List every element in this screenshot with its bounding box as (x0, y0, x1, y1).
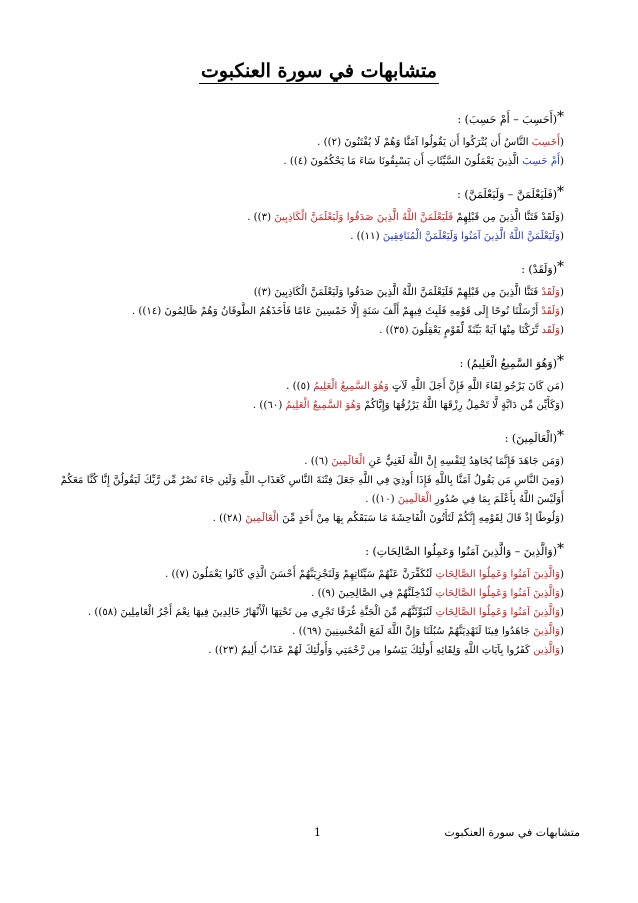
verse-text: (٣)) . (247, 212, 275, 223)
verse-text: تَّرَكْنَا مِنْهَا آيَةً بَيِّنَةً لِّقَوْمٍ يَعْقِلُونَ (٣٥)) . (379, 325, 542, 336)
verse-text: لَنُكَفِّرَنَّ عَنْهُمْ سَيِّئَاتِهِمْ وَلَنَجْزِيَنَّهُمْ أَحْسَنَ الَّذِي كَانُوا يَعْمَلُونَ (٧)) . (165, 569, 436, 580)
section-heading-text: (وَهُوَ السَّمِيعُ الْعَلِيمُ) : (459, 357, 557, 370)
verse-line (46, 641, 564, 660)
section-heading-text: (فَلَيَعْلَمَنَّ – وَلَيَعْلَمَنَّ) : (457, 188, 557, 201)
verse-text: (وَلَقَدْ فَتَنَّا الَّذِينَ مِن قَبْلِهِمْ (453, 212, 564, 223)
page-title (0, 60, 638, 82)
verse-line (46, 622, 564, 641)
verse-line (46, 396, 564, 415)
asterisk-icon: * (557, 353, 564, 369)
verse-text: ( (560, 156, 564, 167)
verse-text: ( (560, 626, 564, 637)
asterisk-icon: * (557, 259, 564, 275)
verse-line (46, 603, 564, 622)
section (46, 428, 564, 528)
highlighted-phrase: وَالَّذِينَ آمَنُوا وَعَمِلُوا الصَّالِحَاتِ (435, 569, 561, 580)
asterisk-icon: * (557, 109, 564, 125)
verse-text: الَّذِينَ يَعْمَلُونَ السَّيِّئَاتِ أَن يَسْبِقُونَا سَاءَ مَا يَحْكُمُونَ (٤)) . (283, 156, 523, 167)
page-title-text: متشابهات في سورة العنكبوت (201, 60, 437, 82)
highlighted-phrase: الْعَالَمِينَ (397, 494, 432, 505)
verse-line (46, 283, 564, 302)
verse-line (46, 565, 564, 584)
section (46, 259, 564, 340)
highlighted-phrase: وَالَّذِينَ آمَنُوا وَعَمِلُوا الصَّالِحَاتِ (435, 588, 561, 599)
verse-line (46, 509, 564, 528)
verse-line (46, 208, 564, 227)
verse-text: ( (560, 137, 564, 148)
highlighted-phrase: وَلَقَدْ (541, 306, 561, 317)
highlighted-phrase: أَحَسِبَ (531, 137, 561, 148)
verse-text: (٦٠)) . (252, 400, 286, 411)
verse-text: ( (560, 325, 564, 336)
section-heading-text: (الْعَالَمِينَ) : (504, 432, 557, 445)
highlighted-phrase: وَلَقَد (541, 325, 561, 336)
asterisk-icon: * (557, 428, 564, 444)
verse-text: (٥)) . (286, 381, 314, 392)
highlighted-phrase: الْعَالَمِينَ (331, 456, 366, 467)
verse-text: (١١)) . (350, 231, 383, 242)
verse-line (46, 377, 564, 396)
verse-text: أَوَلَيْسَ اللَّهُ بِأَعْلَمَ بِمَا فِي صُدُورِ (431, 494, 564, 505)
asterisk-icon: * (557, 541, 564, 557)
section-heading (46, 184, 564, 202)
verse-text: لَنُبَوِّئَنَّهُم مِّنَ الْجَنَّةِ غُرَفًا تَجْرِي مِن تَحْتِهَا الْأَنْهَارُ خَالِدِينَ فِيهَا نِعْمَ أَجْرُ الْعَامِلِينَ (٥٨)) . (87, 607, 436, 618)
section-heading (46, 541, 564, 559)
verse-text: ( (560, 645, 564, 656)
highlighted-phrase: وَالَّذِينَ (533, 626, 561, 637)
page-number: 1 (314, 826, 321, 839)
verse-sections (46, 109, 564, 676)
verse-text: (وَمِنَ النَّاسِ مَن يَقُولُ آمَنَّا بِاللَّهِ فَإِذَا أُوذِيَ فِي اللَّهِ جَعَلَ فِتْنَةَ النَّاسِ كَعَذَابِ اللَّهِ وَلَئِن جَاءَ نَصْرٌ مِّن رَّبِّكَ لَيَقُولُنَّ إِنَّا كُنَّا مَعَكُمْ (60, 475, 564, 486)
section-heading-text: (وَالَّذِينَ – وَالَّذِينَ آمَنُوا وَعَمِلُوا الصَّالِحَاتِ) : (365, 545, 557, 558)
section (46, 109, 564, 171)
asterisk-icon: * (557, 184, 564, 200)
section-heading (46, 428, 564, 446)
verse-text: (٢٨)) . (212, 513, 246, 524)
highlighted-phrase: فَلَيَعْلَمَنَّ اللَّهُ الَّذِينَ صَدَقُوا وَلَيَعْلَمَنَّ الْكَاذِبِينَ (274, 212, 454, 223)
verse-text: (مَن كَانَ يَرْجُو لِقَاءَ اللَّهِ فَإِنَّ أَجَلَ اللَّهِ لَآتٍ (388, 381, 564, 392)
verse-text: كَفَرُوا بِآيَاتِ اللَّهِ وَلِقَائِهِ أُولَٰئِكَ يَئِسُوا مِن رَّحْمَتِي وَأُولَٰئِكَ لَهُمْ عَذَابٌ أَلِيمٌ (٢٣)) . (208, 645, 534, 656)
verse-line (46, 490, 564, 509)
highlighted-phrase: وَهُوَ السَّمِيعُ الْعَلِيمُ (313, 381, 389, 392)
highlighted-phrase: وَالَّذِينَ آمَنُوا وَعَمِلُوا الصَّالِحَاتِ (435, 607, 561, 618)
footer-title: متشابهات في سورة العنكبوت (444, 826, 580, 839)
section-heading (46, 109, 564, 127)
section-heading (46, 259, 564, 277)
verse-text: لَنُدْخِلَنَّهُمْ فِي الصَّالِحِينَ (٩)) . (311, 588, 436, 599)
section-heading (46, 353, 564, 371)
verse-text: (١٠)) . (365, 494, 398, 505)
section (46, 541, 564, 660)
verse-line (46, 152, 564, 171)
highlighted-phrase: الْعَالَمِينَ (245, 513, 279, 524)
verse-text: جَاهَدُوا فِينَا لَنَهْدِيَنَّهُمْ سُبُلَنَا وَإِنَّ اللَّهَ لَمَعَ الْمُحْسِنِينَ (٦٩)) . (292, 626, 534, 637)
highlighted-phrase: وَلَيَعْلَمَنَّ اللَّهُ الَّذِينَ آمَنُوا وَلَيَعْلَمَنَّ الْمُنَافِقِينَ (382, 231, 561, 242)
verse-text: أَرْسَلْنَا نُوحًا إِلَى قَوْمِهِ فَلَبِثَ فِيهِمْ أَلْفَ سَنَةٍ إِلَّا خَمْسِينَ عَامًا فَأَخَذَهُمُ الطُّوفَانُ وَهُمْ ظَالِمُونَ (١٤)) . (131, 306, 542, 317)
verse-text: ( (560, 588, 564, 599)
verse-text: ( (560, 569, 564, 580)
section-heading-text: (أَحَسِبَ – أَمْ حَسِبَ) : (457, 113, 557, 126)
highlighted-phrase: وَلَقَدْ (541, 287, 561, 298)
highlighted-phrase: أَمْ حَسِبَ (522, 156, 561, 167)
section-heading-text: (وَلَقَدْ) : (521, 263, 557, 276)
page-footer (60, 826, 580, 846)
verse-text: ( (560, 306, 564, 317)
verse-text: النَّاسُ أَن يُتْرَكُوا أَن يَقُولُوا آمَنَّا وَهُمْ لَا يُفْتَنُونَ (٢)) . (317, 137, 532, 148)
verse-line (46, 471, 564, 490)
verse-line (46, 302, 564, 321)
verse-text: (وَلُوطًا إِذْ قَالَ لِقَوْمِهِ إِنَّكُمْ لَتَأْتُونَ الْفَاحِشَةَ مَا سَبَقَكُم بِهَا مِنْ أَحَدٍ مِّنَ (279, 513, 564, 524)
section (46, 184, 564, 246)
section (46, 353, 564, 415)
verse-text: فَتَنَّا الَّذِينَ مِن قَبْلِهِمْ فَلَيَعْلَمَنَّ اللَّهُ الَّذِينَ صَدَقُوا وَلَيَعْلَمَنَّ الْكَاذِبِينَ (٣)) (253, 287, 542, 298)
verse-text: (٦)) . (304, 456, 332, 467)
verse-text: ( (560, 607, 564, 618)
verse-text: ( (560, 231, 564, 242)
verse-line (46, 133, 564, 152)
verse-text: ( (560, 287, 564, 298)
verse-line (46, 452, 564, 471)
highlighted-phrase: وَالَّذِين (533, 645, 561, 656)
verse-line (46, 227, 564, 246)
verse-line (46, 321, 564, 340)
verse-text: (وَكَأَيِّن مِّن دَابَّةٍ لَّا تَحْمِلُ رِزْقَهَا اللَّهُ يَرْزُقُهَا وَإِيَّاكُمْ (361, 400, 564, 411)
verse-text: (وَمَن جَاهَدَ فَإِنَّمَا يُجَاهِدُ لِنَفْسِهِ إِنَّ اللَّهَ لَغَنِيٌّ عَنِ (365, 456, 564, 467)
highlighted-phrase: وَهُوَ السَّمِيعُ الْعَلِيمُ (285, 400, 362, 411)
verse-line (46, 584, 564, 603)
